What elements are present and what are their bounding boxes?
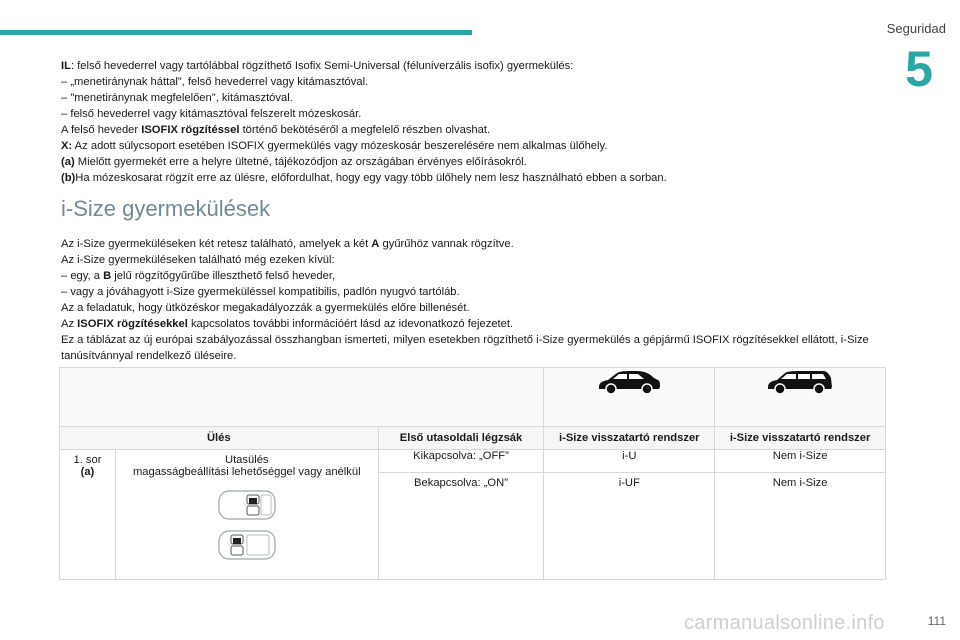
b-label: (b)	[61, 172, 76, 184]
header-accent-bar	[0, 30, 472, 35]
text: – egy, a	[61, 270, 104, 282]
isize-line: Az a feladatuk, hogy ütközéskor megakadályozzák a gyermekülés előre billenését.	[61, 302, 470, 314]
col-header: Ülés	[60, 427, 379, 450]
page-content	[61, 58, 881, 364]
il-item: – "menetiránynak megfelelően", kitámasztóval.	[61, 92, 293, 104]
seat-diagram	[116, 488, 378, 562]
airbag-cell: Kikapcsolva: „OFF”	[378, 450, 544, 473]
chapter-number: 5	[905, 41, 933, 97]
col-header: i-Size visszatartó rendszer	[544, 427, 715, 450]
il-item: – felső hevederrel vagy kitámasztóval felszerelt mózeskosár.	[61, 108, 362, 120]
text: jelű rögzítőgyűrűbe illeszthető felső heveder,	[111, 270, 336, 282]
isize-cell: i-UF	[544, 473, 715, 580]
isize-cell: Nem i-Size	[715, 450, 886, 473]
col-header: Első utasoldali légzsák	[378, 427, 544, 450]
isize-line: Ez a táblázat az új európai szabályozással összhangban ismerteti, milyen esetekben rögzíthető i-Size gyermekülés a gépjármű ISOFIX rögzítésekkel ellátott, i-Size tanúsítvánnyal rendelkező üléseire.	[61, 334, 869, 362]
text: A felső heveder	[61, 124, 142, 136]
text: történő bekötéséről a megfelelő részben olvashat.	[239, 124, 491, 136]
row-note-marker: (a)	[80, 466, 95, 478]
bold-text: B	[103, 270, 112, 282]
heveder-paragraph	[61, 122, 881, 138]
a-note	[61, 154, 881, 170]
text: Az adott súlycsoport esetében ISOFIX gyermekülés vagy mózeskosár beszerelésére nem alkalmas ülőhely.	[72, 140, 608, 152]
table-header-row	[60, 427, 886, 450]
il-item: – „menetiránynak háttal”, felső hevederrel vagy kitámasztóval.	[61, 76, 369, 88]
il-paragraph	[61, 58, 881, 74]
page-number: 111	[927, 614, 946, 628]
x-paragraph	[61, 138, 881, 154]
text: Az i-Size gyermeküléseken két retesz található, amelyek a két	[61, 238, 372, 250]
table-cell	[544, 368, 715, 427]
row-label: 1. sor	[73, 454, 102, 466]
table-car-icons-row	[60, 368, 886, 427]
text: kapcsolatos további információért lásd az idevonatkozó fejezetet.	[187, 318, 514, 330]
table-cell	[715, 368, 886, 427]
estate-car-icon	[765, 368, 835, 396]
col-header: i-Size visszatartó rendszer	[715, 427, 886, 450]
seat-description: magasságbeállítási lehetőséggel vagy anélkül	[132, 466, 361, 478]
bold-text: ISOFIX rögzítésekkel	[77, 318, 188, 330]
text: Ha mózeskosarat rögzít erre az ülésre, előfordulhat, hogy egy vagy több ülőhely nem lesz használható ebben a sorban.	[75, 172, 667, 184]
b-note	[61, 170, 881, 186]
isize-heading: i-Size gyermekülések	[61, 196, 271, 221]
isize-cell: Nem i-Size	[715, 473, 886, 580]
airbag-cell: Bekapcsolva: „ON”	[378, 473, 544, 580]
x-label: X:	[61, 140, 73, 152]
table-cell	[60, 368, 544, 427]
suv-car-icon	[596, 368, 662, 396]
il-text: : felső hevederrel vagy tartólábbal rögzíthető Isofix Semi-Universal (féluniverzális isofix) gyermekülés:	[70, 60, 574, 72]
watermark: carmanualsonline.info	[684, 612, 885, 634]
row-label-cell	[60, 450, 116, 580]
isize-line	[61, 316, 881, 332]
a-label: (a)	[61, 156, 75, 168]
isize-cell: i-U	[544, 450, 715, 473]
isize-compatibility-table	[59, 367, 886, 580]
section-title: Seguridad	[886, 21, 946, 36]
seat-label: Utasülés	[224, 454, 269, 466]
text: Mielőtt gyermekét erre a helyre ültetné, tájékozódjon az országában érvényes előírásokról.	[74, 156, 527, 168]
il-label: IL	[61, 60, 71, 72]
bold-text: ISOFIX rögzítéssel	[141, 124, 240, 136]
isize-line: – vagy a jóváhagyott i-Size gyermeküléssel kompatibilis, padlón nyugvó tartóláb.	[61, 286, 460, 298]
text: gyűrűhöz vannak rögzítve.	[379, 238, 514, 250]
front-seat-position-icon	[207, 488, 287, 522]
isize-line	[61, 268, 881, 284]
isize-line	[61, 236, 881, 252]
text: Az	[61, 318, 78, 330]
table-row	[60, 450, 886, 473]
seat-cell	[115, 450, 378, 580]
bold-text: A	[371, 238, 380, 250]
rear-seat-position-icon	[207, 528, 287, 562]
isize-line: Az i-Size gyermeküléseken található még ezeken kívül:	[61, 254, 335, 266]
